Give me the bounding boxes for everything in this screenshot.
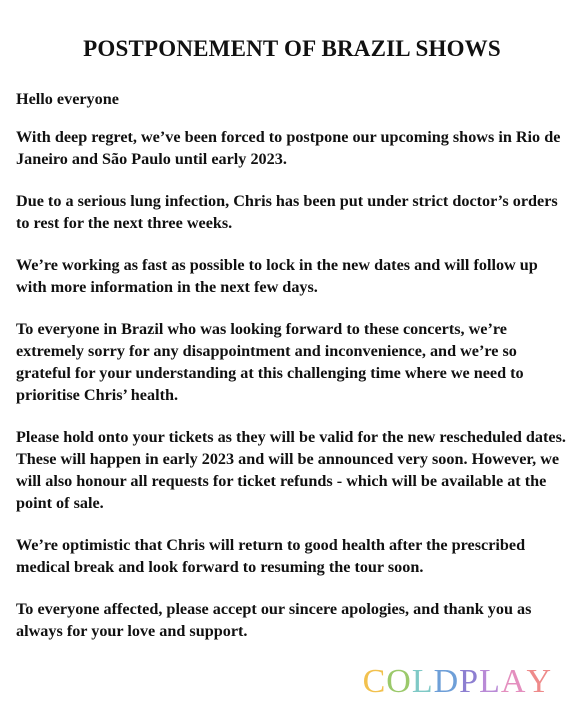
paragraph-apology-brazil: To everyone in Brazil who was looking forward to these concerts, we’re extremely sorry for any disappointment and inconvenience, and we’re so grateful for your understanding at this challenging time where we need to prioritise Chris’ health. — [16, 320, 524, 404]
announcement-body — [16, 88, 572, 662]
logo-letter: P — [459, 663, 480, 700]
paragraph-health-reason: Due to a serious lung infection, Chris has been put under strict doctor’s orders to rest for the next three weeks. — [16, 192, 558, 232]
logo-letter: Y — [526, 663, 552, 700]
coldplay-logo — [363, 665, 552, 699]
logo-letter: O — [386, 663, 412, 700]
logo-letter: A — [500, 663, 527, 700]
logo-letter: L — [479, 663, 501, 700]
page-title: POSTPONEMENT OF BRAZIL SHOWS — [83, 36, 501, 61]
paragraph-optimism: We’re optimistic that Chris will return to good health after the prescribed medical break and look forward to resuming the tour soon. — [16, 536, 526, 576]
paragraph-tickets: Please hold onto your tickets as they will be valid for the new rescheduled dates. These will happen in early 2023 and will be announced very soon. However, we will also honour all requests for ticket refunds - which will be available at the point of sale. — [16, 428, 566, 512]
paragraph-new-dates: We’re working as fast as possible to lock in the new dates and will follow up with more information in the next few days. — [16, 256, 538, 296]
paragraph-postponement: With deep regret, we’ve been forced to postpone our upcoming shows in Rio de Janeiro and São Paulo until early 2023. — [16, 128, 561, 168]
logo-letter: D — [433, 663, 460, 700]
logo-letter: L — [411, 663, 434, 700]
greeting-text: Hello everyone — [16, 90, 119, 108]
logo-letter: C — [362, 663, 387, 700]
paragraph-closing: To everyone affected, please accept our sincere apologies, and thank you as always for your love and support. — [16, 600, 532, 640]
